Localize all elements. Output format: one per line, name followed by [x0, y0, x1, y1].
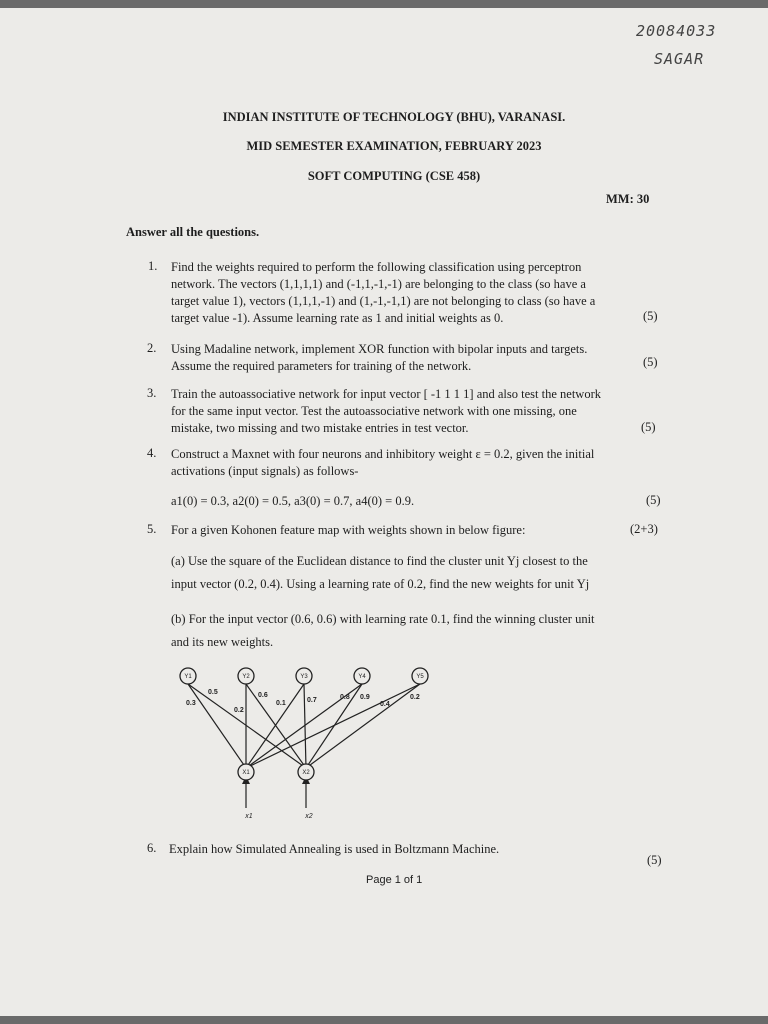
question-number: 1.: [148, 259, 158, 273]
node-label: X2: [302, 770, 310, 776]
node-label: Y4: [358, 674, 366, 680]
connection-line: [246, 684, 420, 768]
question-4: [171, 446, 671, 480]
question-line: (b) For the input vector (0.6, 0.6) with learning rate 0.1, find the winning cluster unit: [171, 612, 595, 626]
question-5-part-a: [171, 550, 671, 596]
question-line: Train the autoassociative network for input vector [ -1 1 1 1] and also test the network: [171, 387, 601, 401]
question-marks: (5): [647, 853, 662, 867]
maxnet-activations: a1(0) = 0.3, a2(0) = 0.5, a3(0) = 0.7, a4(0) = 0.9.: [171, 494, 415, 508]
weight-label: 0.8: [340, 694, 350, 701]
question-line: activations (input signals) as follows-: [171, 464, 359, 478]
node-label: Y5: [416, 674, 424, 680]
input-signal-label: x2: [305, 813, 313, 820]
question-marks: (5): [646, 493, 661, 507]
question-line: Construct a Maxnet with four neurons and inhibitory weight ε = 0.2, given the initial: [171, 447, 595, 461]
question-3: [171, 386, 671, 437]
input-signal-label: x1: [245, 813, 253, 820]
handwritten-roll-number: 20084033: [636, 22, 717, 40]
weight-label: 0.9: [360, 694, 370, 701]
question-number: 6.: [147, 841, 157, 855]
weight-label: 0.2: [410, 694, 420, 701]
weight-label: 0.6: [258, 692, 268, 699]
weight-label: 0.4: [380, 701, 390, 708]
question-line: Find the weights required to perform the following classification using perceptron: [171, 260, 582, 274]
max-marks: MM: 30: [606, 192, 650, 206]
question-line: input vector (0.2, 0.4). Using a learning rate of 0.2, find the new weights for unit Yj: [171, 577, 590, 591]
question-marks: (5): [643, 355, 658, 369]
question-number: 5.: [147, 522, 157, 536]
question-line: and its new weights.: [171, 635, 274, 649]
node-label: Y3: [300, 674, 308, 680]
institute-title: INDIAN INSTITUTE OF TECHNOLOGY (BHU), VARANASI.: [222, 110, 566, 124]
question-number: 2.: [147, 341, 157, 355]
weight-label: 0.2: [234, 707, 244, 714]
question-marks: (5): [643, 309, 658, 323]
node-label: Y2: [242, 674, 250, 680]
question-5-part-b: [171, 608, 671, 654]
question-6: Explain how Simulated Annealing is used in Boltzmann Machine.: [169, 842, 500, 856]
exam-title: MID SEMESTER EXAMINATION, FEBRUARY 2023: [246, 139, 542, 153]
question-marks: (2+3): [630, 522, 658, 536]
exam-paper: [0, 8, 768, 1016]
weight-label: 0.7: [307, 697, 317, 704]
kohonen-feature-map-figure: [170, 660, 440, 820]
question-line: (a) Use the square of the Euclidean distance to find the cluster unit Yj closest to the: [171, 554, 588, 568]
question-marks: (5): [641, 420, 656, 434]
handwritten-name: SAGAR: [654, 50, 705, 68]
instruction: Answer all the questions.: [126, 225, 260, 239]
weight-label: 0.5: [208, 689, 218, 696]
question-line: mistake, two missing and two mistake entries in test vector.: [171, 421, 469, 435]
page-number: Page 1 of 1: [366, 874, 423, 886]
question-2: [171, 341, 671, 375]
question-line: target value -1). Assume learning rate as 1 and initial weights as 0.: [171, 311, 504, 325]
question-line: for the same input vector. Test the autoassociative network with one missing, one: [171, 404, 577, 418]
question-number: 3.: [147, 386, 157, 400]
question-line: target value 1), vectors (1,1,1,-1) and (1,-1,-1,1) are not belonging to class (so have a: [171, 294, 596, 308]
node-label: Y1: [184, 674, 192, 680]
question-line: Assume the required parameters for training of the network.: [171, 359, 472, 373]
node-label: X1: [242, 770, 250, 776]
question-number: 4.: [147, 446, 157, 460]
question-line: network. The vectors (1,1,1,1) and (-1,1,-1,-1) are belonging to the class (so have a: [171, 277, 586, 291]
connection-line: [188, 684, 246, 768]
question-1: [171, 259, 671, 327]
question-5: For a given Kohonen feature map with weights shown in below figure:: [171, 523, 526, 537]
course-title: SOFT COMPUTING (CSE 458): [307, 169, 481, 183]
question-line: Using Madaline network, implement XOR function with bipolar inputs and targets.: [171, 342, 588, 356]
connection-line: [188, 684, 306, 768]
weight-label: 0.3: [186, 700, 196, 707]
weight-label: 0.1: [276, 700, 286, 707]
